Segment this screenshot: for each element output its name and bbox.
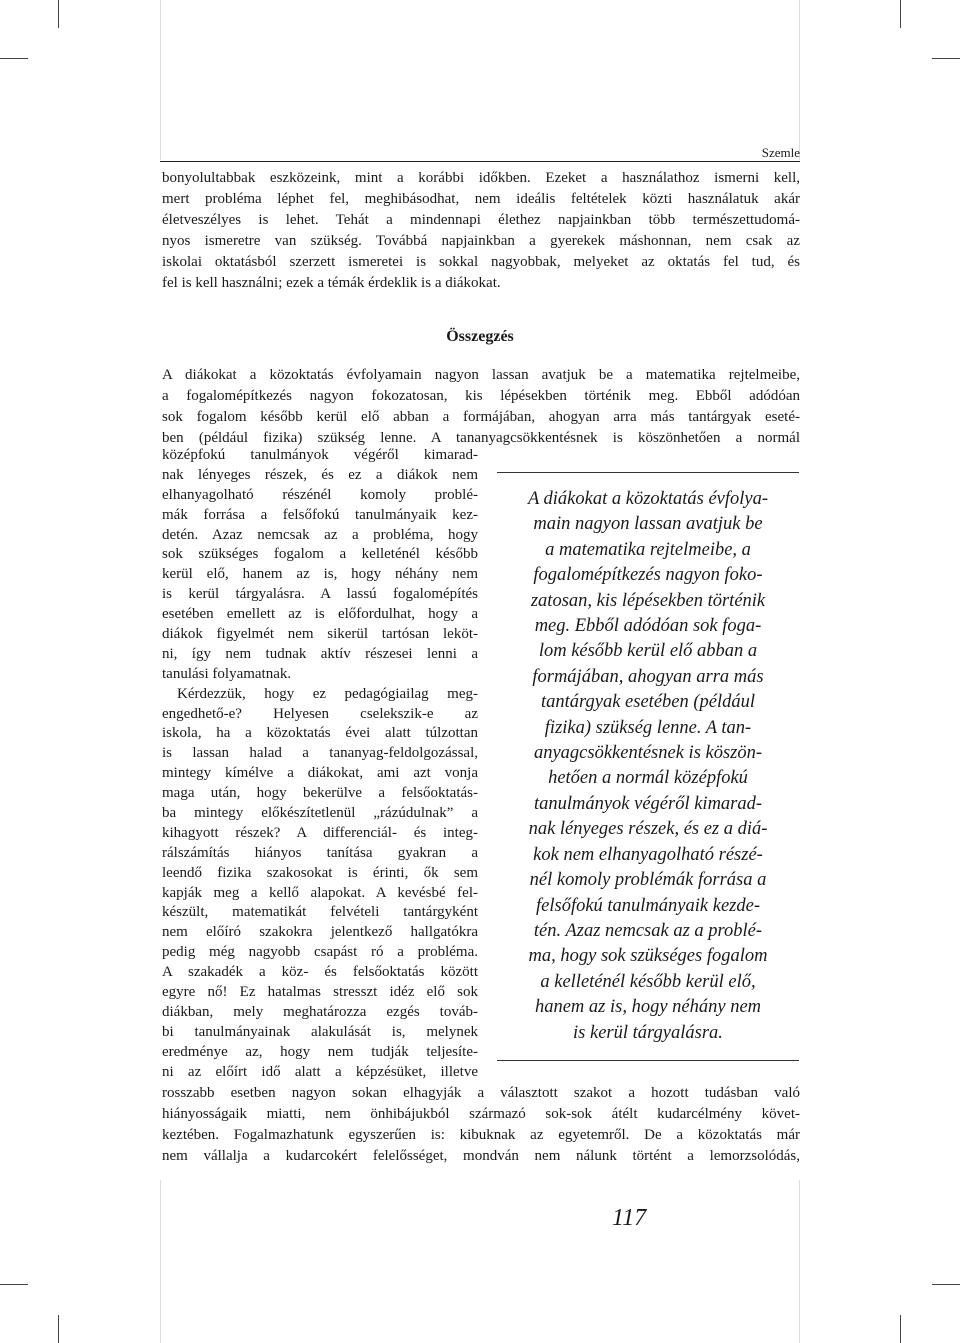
text-line: elhanyagolható részénél komoly problé- bbox=[162, 486, 478, 503]
text-line: nem előíró szakokra jelentkező hallgatókra bbox=[162, 924, 478, 941]
closing-paragraph bbox=[162, 1083, 800, 1167]
text-line: tanulási folyamatnak. bbox=[162, 665, 292, 682]
quote-line: a kelleténél később kerül elő, bbox=[540, 971, 756, 992]
quote-line: tanulmányok végéről kimarad- bbox=[533, 793, 763, 814]
crop-mark bbox=[900, 1315, 901, 1343]
quote-line: nak lényeges részek, és ez a diá- bbox=[528, 819, 768, 840]
quote-line: felsőfokú tanulmányaik kezde- bbox=[536, 895, 760, 916]
quote-line: hetően a normál középfokú bbox=[548, 768, 748, 789]
text-line: ba mintegy előkészítetlenül „rázúdulnak” a bbox=[162, 805, 478, 822]
text-line: diákban, mely meghatározza ezgés továb- bbox=[162, 1003, 478, 1020]
crop-mark bbox=[58, 0, 59, 28]
text-line: bonyolultabbak eszközeink, mint a korábbi időkben. Ezeket a használathoz ismerni kell, bbox=[162, 170, 800, 186]
text-line: nem vállalja a kudarcokért felelősséget, mondván nem nálunk történt a lemorzsolódás, bbox=[162, 1148, 800, 1164]
text-line: mintegy kímélve a diákokat, ami azt vonja bbox=[162, 765, 478, 782]
quote-line: main nagyon lassan avatjuk be bbox=[533, 514, 763, 535]
quote-line: zatosan, kis lépésekben történik bbox=[530, 590, 766, 611]
text-line: életveszélyes is lehet. Tehát a mindennapi élethez napjainkban több természettudomá- bbox=[162, 212, 800, 228]
text-line: ben (például fizika) szükség lenne. A tananyagcsökkentésnek is köszönhetően a normál bbox=[162, 430, 800, 446]
quote-line: is kerül tárgyalásra. bbox=[573, 1022, 723, 1043]
quote-line: a matematika rejtelmeibe, a bbox=[545, 539, 751, 560]
text-line: rálszámítás hiányos tanítása gyakran a bbox=[162, 844, 478, 861]
text-line: középfokú tanulmányok végéről kimarad- bbox=[162, 447, 478, 463]
text-line: engedhető-e? Helyesen cselekszik-e az bbox=[162, 705, 478, 722]
quote-line: tantárgyak esetében (például bbox=[540, 692, 756, 713]
text-line: sok fogalom később kerül elő abban a formájában, ahogyan arra más tantárgyak eseté- bbox=[162, 409, 800, 425]
text-line: esetében emellett az is előfordulhat, hogy a bbox=[162, 606, 478, 623]
quote-line: lom később kerül elő abban a bbox=[538, 641, 758, 662]
text-line: hiányosságaik miatti, nem önhibájukból származó sok-sok átélt kudarcélmény követ- bbox=[162, 1106, 800, 1122]
text-line: ni az előírt idő alatt a képzésüket, illetve bbox=[162, 1063, 478, 1080]
text-line: kihagyott részek? A differenciál- és integ- bbox=[162, 824, 478, 841]
quote-line: kok nem elhanyagolható részé- bbox=[533, 844, 763, 865]
text-line: iskola, ha a közoktatás évei alatt túlzottan bbox=[162, 725, 478, 742]
text-line: leendő fizika szakosokat is érinti, ők sem bbox=[162, 864, 478, 881]
text-line: is lassan halad a tananyag-feldolgozással, bbox=[162, 745, 478, 762]
text-line: kapják meg a kellő alapokat. A kevésbé fel- bbox=[162, 884, 478, 901]
text-line: rosszabb esetben nagyon sokan elhagyják a választott szakot a hozott tudásban való bbox=[162, 1085, 800, 1101]
quote-line: A diákokat a közoktatás évfolya- bbox=[527, 489, 769, 509]
text-line: iskolai oktatásból szerzett ismeretei is sokkal nagyobbak, melyeket az oktatás fel tud, és bbox=[162, 254, 800, 270]
text-line: egyre nő! Ez hatalmas stresszt idéz elő sok bbox=[162, 984, 478, 1001]
crop-mark bbox=[932, 1284, 960, 1285]
text-line: pedig még nagyobb csapást ró a probléma. bbox=[162, 944, 478, 961]
text-line: a fogalomépítkezés nagyon fokozatosan, kis lépésekben történik meg. Ebből adódóan bbox=[162, 388, 800, 404]
margin-rule bbox=[799, 0, 800, 160]
pull-quote bbox=[490, 487, 806, 1046]
text-line: eredménye az, hogy nem tudják teljesíte- bbox=[162, 1043, 478, 1060]
quote-line: formájában, ahogyan arra más bbox=[532, 666, 764, 687]
text-line: kerül elő, hanem az is, hogy néhány nem bbox=[162, 566, 478, 583]
quote-line: nél komoly problémák forrása a bbox=[529, 870, 767, 891]
pull-quote-rule-bottom bbox=[497, 1060, 799, 1061]
text-line: A diákokat a közoktatás évfolyamain nagyon lassan avatjuk be a matematika rejtelmeibe, bbox=[162, 367, 800, 383]
header-rule bbox=[160, 161, 800, 162]
text-line: mert probléma léphet fel, meghibásodhat, nem ideális feltételek közti használatuk akár bbox=[162, 191, 800, 207]
quote-line: ma, hogy sok szükséges fogalom bbox=[528, 946, 768, 967]
crop-mark bbox=[0, 1284, 28, 1285]
text-line: nak lényeges részek, és ez a diákok nem bbox=[162, 466, 478, 483]
quote-line: meg. Ebből adódóan sok foga- bbox=[534, 616, 762, 637]
text-line: detén. Azaz nemcsak az a probléma, hogy bbox=[162, 526, 478, 543]
text-line: A szakadék a köz- és felsőoktatás között bbox=[162, 964, 478, 981]
crop-mark bbox=[58, 1315, 59, 1343]
margin-rule bbox=[160, 1180, 161, 1343]
crop-mark bbox=[0, 58, 28, 59]
section-heading: Összegzés bbox=[446, 328, 514, 345]
text-line: bi tanulmányainak alakulását is, melynek bbox=[162, 1023, 478, 1040]
page-number: 117 bbox=[612, 1205, 647, 1231]
running-header: Szemle bbox=[761, 145, 800, 160]
text-line: nyos ismeretre van szükség. Továbbá napjainkban a gyerekek máshonnan, nem csak az bbox=[162, 233, 800, 249]
crop-mark bbox=[932, 58, 960, 59]
quote-line: fogalomépítkezés nagyon foko- bbox=[533, 565, 763, 586]
quote-line: fizika) szükség lenne. A tan- bbox=[544, 717, 752, 738]
text-line: mák forrása a felsőfokú tanulmányaik kez- bbox=[162, 506, 478, 523]
margin-rule bbox=[799, 1180, 800, 1343]
pull-quote-rule-top bbox=[497, 472, 799, 473]
text-line: sok szükséges fogalom a kelleténél később bbox=[162, 546, 478, 563]
margin-rule bbox=[160, 0, 161, 160]
text-line: is kerül tárgyalásra. A lassú fogalomépítés bbox=[162, 586, 478, 603]
text-line: diákok figyelmét nem sikerül tartósan leköt- bbox=[162, 626, 478, 643]
text-line: maga után, hogy bekerülve a felsőoktatás- bbox=[162, 785, 478, 802]
wrapped-column bbox=[162, 446, 478, 1083]
summary-paragraph bbox=[162, 365, 800, 449]
text-line: ni, így nem tudnak aktív részesei lenni a bbox=[162, 645, 478, 662]
text-line: készült, matematikát felvételi tantárgyként bbox=[162, 904, 478, 921]
text-line: Kérdezzük, hogy ez pedagógiailag meg- bbox=[177, 685, 478, 702]
text-line: keztében. Fogalmazhatunk egyszerűen is: kibuknak az egyetemről. De a közoktatás már bbox=[162, 1127, 800, 1143]
intro-paragraph bbox=[162, 168, 800, 294]
quote-line: anyagcsökkentésnek is köszön- bbox=[533, 743, 763, 764]
text-line: fel is kell használni; ezek a témák érdeklik is a diákokat. bbox=[162, 275, 501, 291]
quote-line: tén. Azaz nemcsak az a problé- bbox=[533, 920, 763, 941]
quote-line: hanem az is, hogy néhány nem bbox=[534, 997, 762, 1018]
crop-mark bbox=[900, 0, 901, 28]
